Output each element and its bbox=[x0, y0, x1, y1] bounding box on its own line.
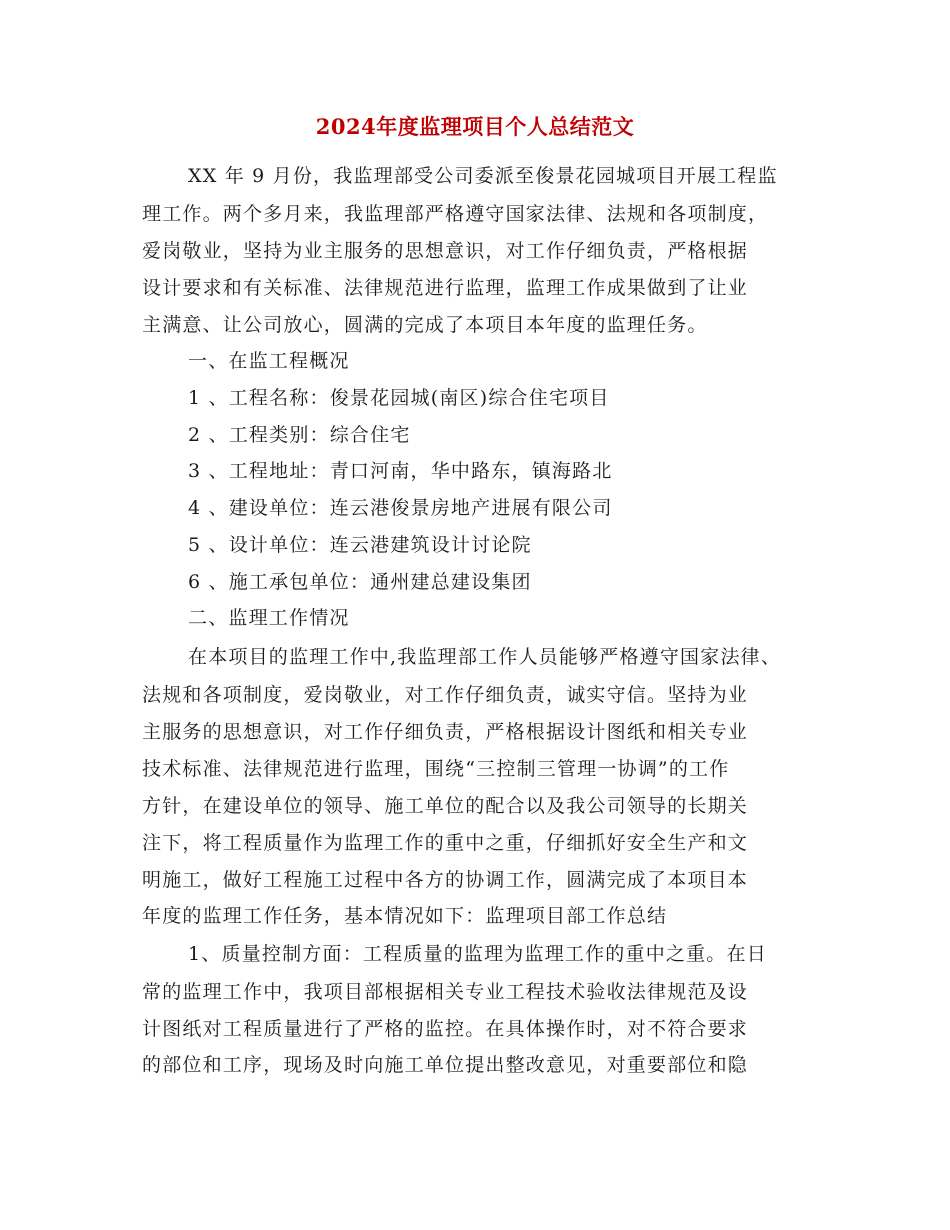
paragraph-line: 设计要求和有关标准、法律规范进行监理，监理工作成果做到了让业 bbox=[142, 277, 749, 299]
paragraph-line: 理工作。两个多月来，我监理部严格遵守国家法律、法规和各项制度， bbox=[142, 203, 769, 225]
list-item: 6 、施工承包单位：通州建总建设集团 bbox=[188, 571, 532, 593]
paragraph-line: 注下，将工程质量作为监理工作的重中之重，仔细抓好安全生产和文 bbox=[142, 832, 749, 854]
paragraph-line: 年度的监理工作任务，基本情况如下：监理项目部工作总结 bbox=[142, 905, 668, 927]
paragraph-line: 技术标准、法律规范进行监理，围绕“三控制三管理一协调”的工作 bbox=[142, 758, 730, 780]
list-item: 4 、建设单位：连云港俊景房地产进展有限公司 bbox=[188, 497, 613, 519]
paragraph-line: 法规和各项制度，爱岗敬业，对工作仔细负责，诚实守信。坚持为业 bbox=[142, 684, 749, 706]
section-heading: 二、监理工作情况 bbox=[188, 607, 350, 629]
paragraph-line: 1、质量控制方面：工程质量的监理为监理工作的重中之重。在日 bbox=[188, 943, 767, 965]
list-item: 3 、工程地址：青口河南，华中路东，镇海路北 bbox=[188, 460, 613, 482]
paragraph-line: 常的监理工作中，我项目部根据相关专业工程技术验收法律规范及设 bbox=[142, 981, 749, 1003]
list-item: 5 、设计单位：连云港建筑设计讨论院 bbox=[188, 534, 532, 556]
paragraph-line: 主满意、让公司放心，圆满的完成了本项目本年度的监理任务。 bbox=[142, 314, 708, 336]
document-title: 2024年度监理项目个人总结范文 bbox=[315, 114, 635, 139]
paragraph-line: 的部位和工序，现场及时向施工单位提出整改意见，对重要部位和隐 bbox=[142, 1054, 749, 1076]
list-item: 1 、工程名称：俊景花园城(南区)综合住宅项目 bbox=[188, 387, 610, 409]
paragraph-line: 明施工，做好工程施工过程中各方的协调工作，圆满完成了本项目本 bbox=[142, 869, 749, 891]
list-item: 2 、工程类别：综合住宅 bbox=[188, 424, 411, 446]
paragraph-line: 主服务的思想意识，对工作仔细负责，严格根据设计图纸和相关专业 bbox=[142, 721, 749, 743]
paragraph-line: 方针，在建设单位的领导、施工单位的配合以及我公司领导的长期关 bbox=[142, 795, 749, 817]
paragraph-line: 爱岗敬业，坚持为业主服务的思想意识，对工作仔细负责，严格根据 bbox=[142, 240, 749, 262]
paragraph-line: XX 年 9 月份，我监理部受公司委派至俊景花园城项目开展工程监 bbox=[188, 165, 778, 187]
paragraph-line: 在本项目的监理工作中,我监理部工作人员能够严格遵守国家法律、 bbox=[188, 646, 782, 668]
section-heading: 一、在监工程概况 bbox=[188, 350, 350, 372]
paragraph-line: 计图纸对工程质量进行了严格的监控。在具体操作时，对不符合要求 bbox=[142, 1018, 749, 1040]
